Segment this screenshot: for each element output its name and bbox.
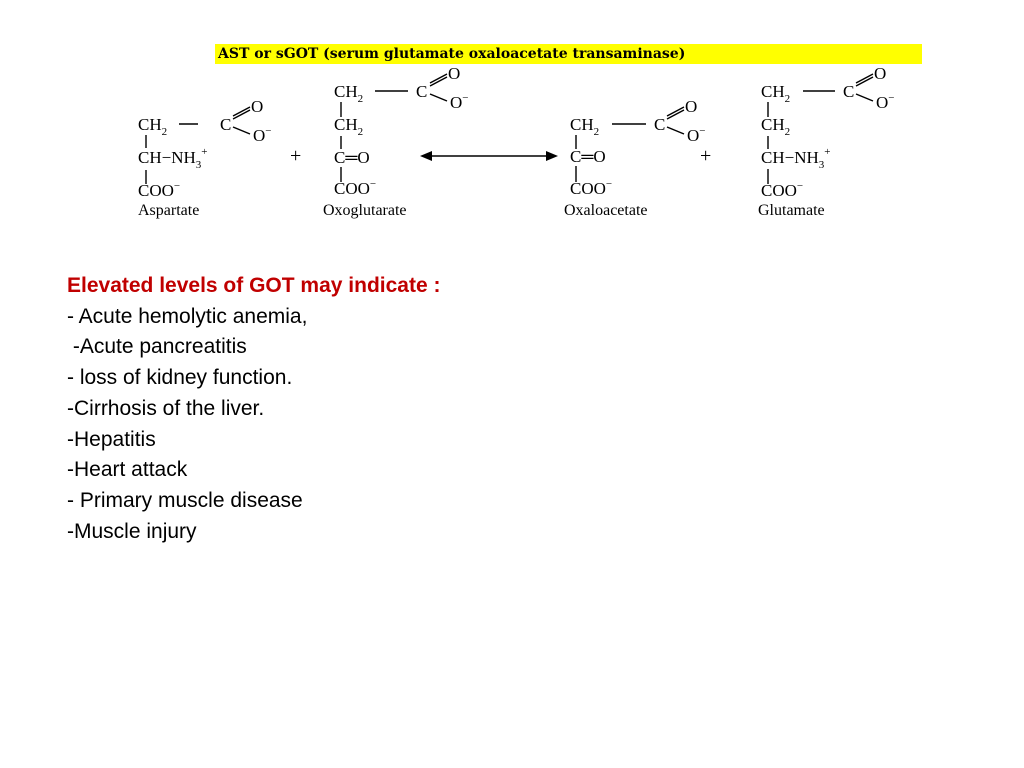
svg-text:CH2: $CH_2$ bbox=[570, 115, 600, 138]
svg-text:COO−: COO− bbox=[570, 178, 613, 198]
list-item: -Cirrhosis of the liver. bbox=[67, 396, 265, 420]
list-item: -Acute pancreatitis bbox=[67, 335, 247, 359]
svg-text:O: O bbox=[874, 64, 887, 83]
reaction-scheme bbox=[0, 0, 1024, 240]
svg-text:O: O bbox=[448, 64, 461, 83]
label-oxaloacetate: Oxaloacetate bbox=[564, 202, 648, 219]
svg-text:COO−: COO− bbox=[761, 180, 804, 200]
svg-text:C: C bbox=[416, 82, 428, 101]
arrow-left-head bbox=[420, 151, 432, 161]
label-glutamate: Glutamate bbox=[758, 202, 825, 219]
svg-text:O: O bbox=[685, 97, 698, 116]
label-oxoglutarate: Oxoglutarate bbox=[323, 202, 407, 219]
svg-text:O−: O− bbox=[450, 92, 469, 112]
svg-text:O−: O− bbox=[253, 125, 272, 145]
svg-text:C: C bbox=[843, 82, 855, 101]
svg-text:C═O: C═O bbox=[334, 148, 370, 167]
svg-text:CH2: $CH_2$ bbox=[761, 115, 791, 138]
svg-text:COO−: COO− bbox=[334, 178, 377, 198]
notes-block bbox=[67, 271, 767, 547]
label-aspartate: Aspartate bbox=[138, 202, 200, 219]
list-item: - Acute hemolytic anemia, bbox=[67, 304, 308, 328]
plus-sign: + bbox=[700, 145, 712, 167]
compound-oxaloacetate bbox=[564, 97, 706, 219]
plus-sign: + bbox=[290, 145, 302, 167]
svg-text:CH−NH3+: $CH-NH_3^+$ bbox=[138, 146, 208, 171]
svg-text:CH2: $CH_2$ bbox=[334, 82, 364, 105]
svg-text:CH2: $CH_2$ bbox=[138, 115, 168, 138]
svg-text:CH2: $CH_2$ bbox=[334, 115, 364, 138]
list-item: -Muscle injury bbox=[67, 519, 197, 543]
title-banner: AST or sGOT (serum glutamate oxaloacetate transaminase) bbox=[215, 44, 922, 64]
svg-text:C═O: C═O bbox=[570, 147, 606, 166]
svg-text:O: O bbox=[251, 97, 264, 116]
svg-text:CH2: $CH_2$ bbox=[761, 82, 791, 105]
list-item: -Hepatitis bbox=[67, 427, 156, 451]
compound-glutamate bbox=[758, 64, 895, 219]
svg-text:CH−NH3+: $CH-NH_3^+$ bbox=[761, 146, 831, 171]
svg-text:C: C bbox=[220, 115, 232, 134]
list-item: - loss of kidney function. bbox=[67, 366, 293, 390]
svg-text:O−: O− bbox=[687, 125, 706, 145]
arrow-right-head bbox=[546, 151, 558, 161]
compound-oxoglutarate bbox=[323, 64, 469, 219]
svg-text:C: C bbox=[654, 115, 666, 134]
list-item: -Heart attack bbox=[67, 458, 188, 482]
compound-aspartate bbox=[138, 97, 272, 219]
notes-heading: Elevated levels of GOT may indicate : bbox=[67, 274, 441, 297]
svg-text:O−: O− bbox=[876, 92, 895, 112]
svg-text:COO−: COO− bbox=[138, 180, 181, 200]
list-item: - Primary muscle disease bbox=[67, 488, 303, 512]
